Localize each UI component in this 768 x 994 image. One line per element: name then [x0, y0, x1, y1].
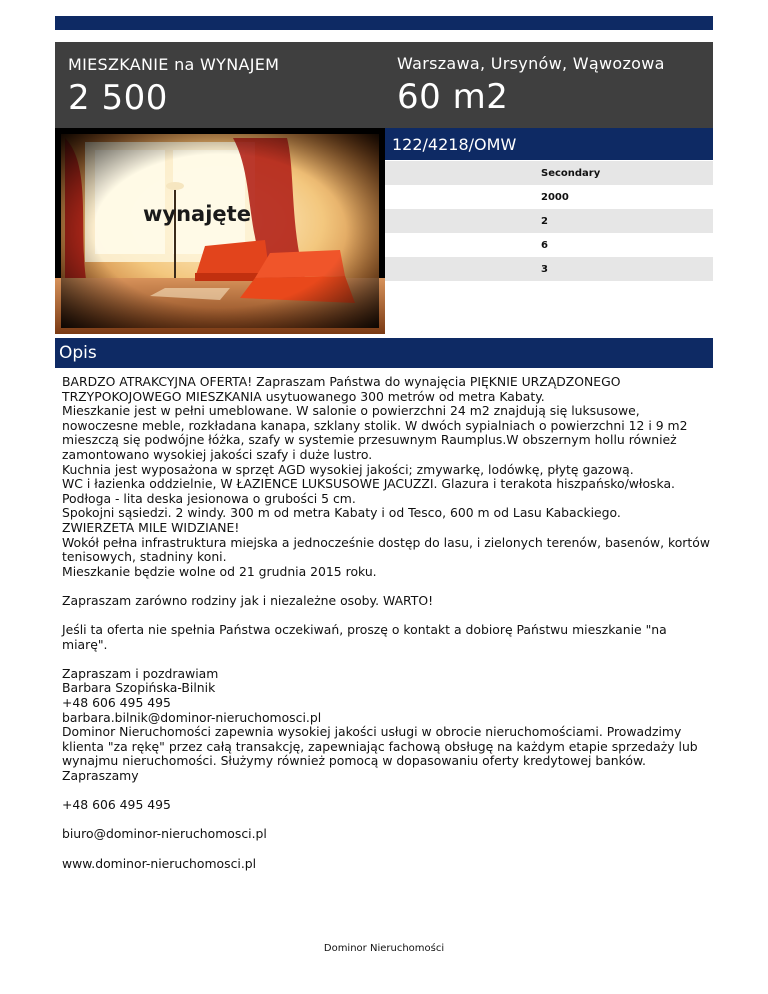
listing-area: 60 m2	[397, 77, 509, 117]
header-left	[68, 55, 279, 118]
living-room-image	[55, 128, 385, 334]
param-row-value: 6	[541, 240, 548, 251]
page-footer: Dominor Nieruchomości	[323, 943, 445, 954]
description-block	[62, 375, 712, 886]
param-row-value: 2	[385, 209, 713, 233]
params-table	[385, 161, 713, 281]
contact-phone: +48 606 495 495	[62, 797, 171, 813]
description-paragraph: Zapraszam i pozdrawiam Barbara Szopińska-Bilnik +48 606 495 495 barbara.bilnik@dominor-nieruchomosci.pl Dominor Nieruchomości zapewnia wysokiej jakości usługi w obrocie nieruchomościami. Prowadzimy klienta "za rękę" przez całą transakcję, zapewniając fachową obsługę na każdym etapie sprzedaży lub wynajmu nieruchomości. Służymy również pomocą w dopasowaniu oferty kredytowej banków. Zapraszamy	[62, 665, 698, 784]
rented-overlay-text: wynajęte	[143, 202, 251, 226]
listing-price: 2 500	[68, 78, 168, 118]
listing-type: MIESZKANIE na WYNAJEM	[68, 55, 280, 74]
contact-email: biuro@dominor-nieruchomosci.pl	[62, 826, 267, 842]
header-right	[397, 54, 665, 117]
top-accent-bar	[55, 16, 713, 30]
section-title-opis: Opis	[55, 338, 713, 368]
param-row-year: 2000	[541, 192, 569, 203]
listing-location: Warszawa, Ursynów, Wąwozowa	[397, 54, 665, 73]
contact-website: www.dominor-nieruchomosci.pl	[62, 855, 257, 871]
description-paragraph: Zapraszam zarówno rodziny jak i niezależne osoby. WARTO!	[62, 592, 434, 608]
listing-id: 122/4218/OMW	[385, 128, 713, 160]
property-photo	[55, 128, 385, 334]
listing-header	[55, 42, 713, 128]
param-row-market: Secondary	[385, 161, 713, 185]
param-row-value: 3	[385, 257, 713, 281]
description-paragraph: Jeśli ta oferta nie spełnia Państwa oczekiwań, proszę o kontakt a dobiorę Państwu mieszkanie "na miarę".	[62, 622, 667, 652]
description-paragraph: BARDZO ATRAKCYJNA OFERTA! Zapraszam Państwa do wynajęcia PIĘKNIE URZĄDZONEGO TRZYPOKOJOWEGO MIESZKANIA usytuowanego 300 metrów od metra Kabaty. Mieszkanie jest w pełni umeblowane. W salonie o powierzchni 24 m2 znajdują się luksusowe, nowoczesne meble, rozkładana kanapa, szklany stolik. W dwóch sypialniach o powierzchni 12 i 9 m2 mieszczą się podwójne łóżka, szafy w systemie przesuwnym Raumplus.W obszernym hollu również zamontowano wysokiej jakości szafy i duże lustro. Kuchnia jest wyposażona w sprzęt AGD wysokiej jakości; zmywarkę, lodówkę, płytę gazową. WC i łazienka oddzielnie, W ŁAZIENCE LUKSUSOWE JACUZZI. Glazura i terakota hiszpańsko/włoska. Podłoga - lita deska jesionowa o grubości 5 cm. Spokojni sąsiedzi. 2 windy. 300 m od metra Kabaty i od Tesco, 600 m od Lasu Kabackiego. ZWIERZETA MILE WIDZIANE! Wokół pełna infrastruktura miejska a jednocześnie dostęp do lasu, i zielonych terenów, basenów, kortów tenisowych, stadniny koni. Mieszkanie będzie wolne od 21 grudnia 2015 roku.	[62, 374, 710, 579]
